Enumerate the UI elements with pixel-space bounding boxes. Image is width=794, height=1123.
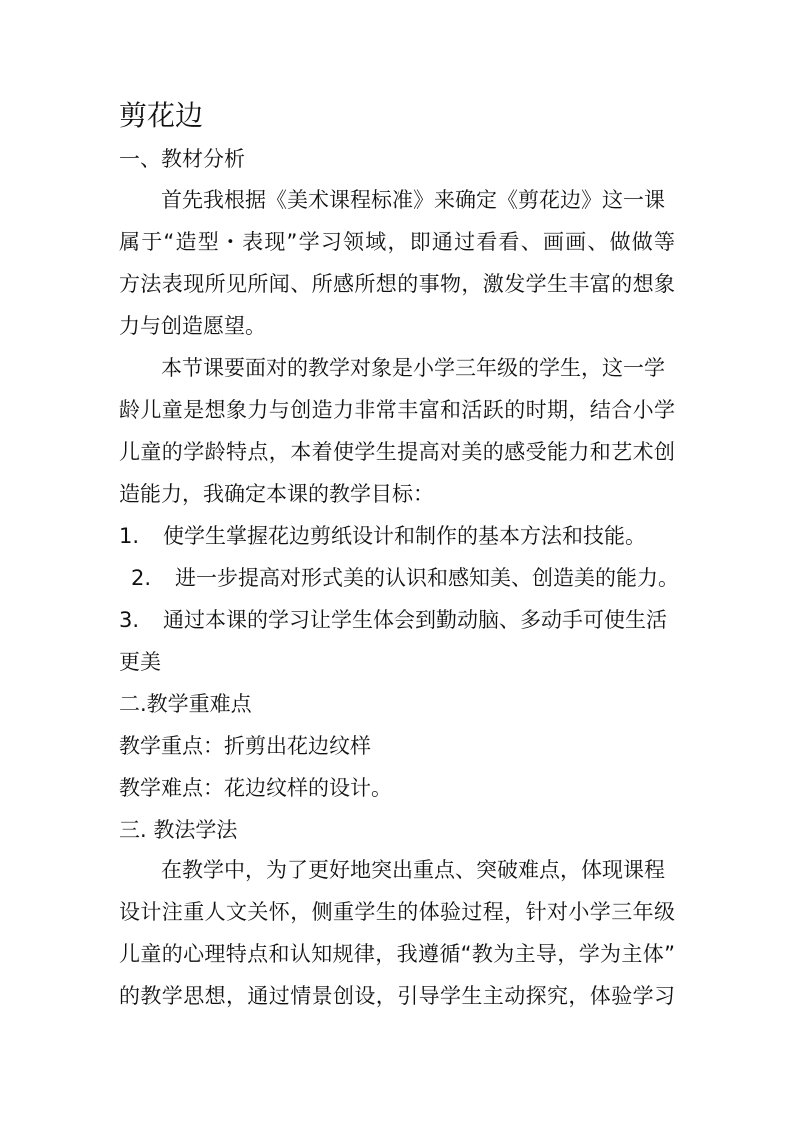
paragraph-line: 儿童的心理特点和认知规律，我遵循“教为主导，学为主体” [119,942,675,966]
paragraph-line: 首先我根据《美术课程标准》来确定《剪花边》这一课 [161,188,665,212]
section-heading-textbook-analysis: 一、教材分析 [119,147,245,171]
paragraph-line: 力与创造愿望。 [119,314,266,338]
paragraph-line: 造能力，我确定本课的教学目标： [119,482,434,506]
goal-item-2 [131,564,679,592]
difficult-point-text: 教学难点：花边纹样的设计。 [119,776,392,800]
paragraph-line: 龄儿童是想象力与创造力非常丰富和活跃的时期，结合小学 [119,398,675,422]
goal-number: 1. [119,524,140,548]
goal-text: 使学生掌握花边剪纸设计和制作的基本方法和技能。 [163,524,646,548]
paragraph-line: 属于“造型・表现”学习领域，即通过看看、画画、做做等 [119,230,675,254]
paragraph-line: 儿童的学龄特点，本着使学生提高对美的感受能力和艺术创 [119,440,675,464]
goal-item-1 [119,522,646,550]
paragraph-line: 的教学思想，通过情景创设，引导学生主动探究，体验学习 [119,984,675,1008]
paragraph-line: 本节课要面对的教学对象是小学三年级的学生，这一学 [161,356,665,380]
goal-number: 3. [119,608,140,632]
paragraph-line: 方法表现所见所闻、所感所想的事物，激发学生丰富的想象 [119,272,675,296]
goal-item-3 [119,606,667,634]
key-point-text: 教学重点：折剪出花边纹样 [119,734,371,758]
paragraph-line: 设计注重人文关怀，侧重学生的体验过程，针对小学三年级 [119,900,675,924]
section-heading-key-points: 二.教学重难点 [119,692,252,716]
paragraph-line: 在教学中，为了更好地突出重点、突破难点，体现课程 [161,858,665,882]
goal-text: 通过本课的学习让学生体会到勤动脑、多动手可使生活 [163,608,667,632]
section-heading-methods: 三. 教法学法 [119,818,238,842]
goal-number: 2. [131,566,152,590]
document-title: 剪花边 [119,99,204,132]
goal-text: 进一步提高对形式美的认识和感知美、创造美的能力。 [175,566,679,590]
goal-item-3-continuation: 更美 [119,650,161,674]
